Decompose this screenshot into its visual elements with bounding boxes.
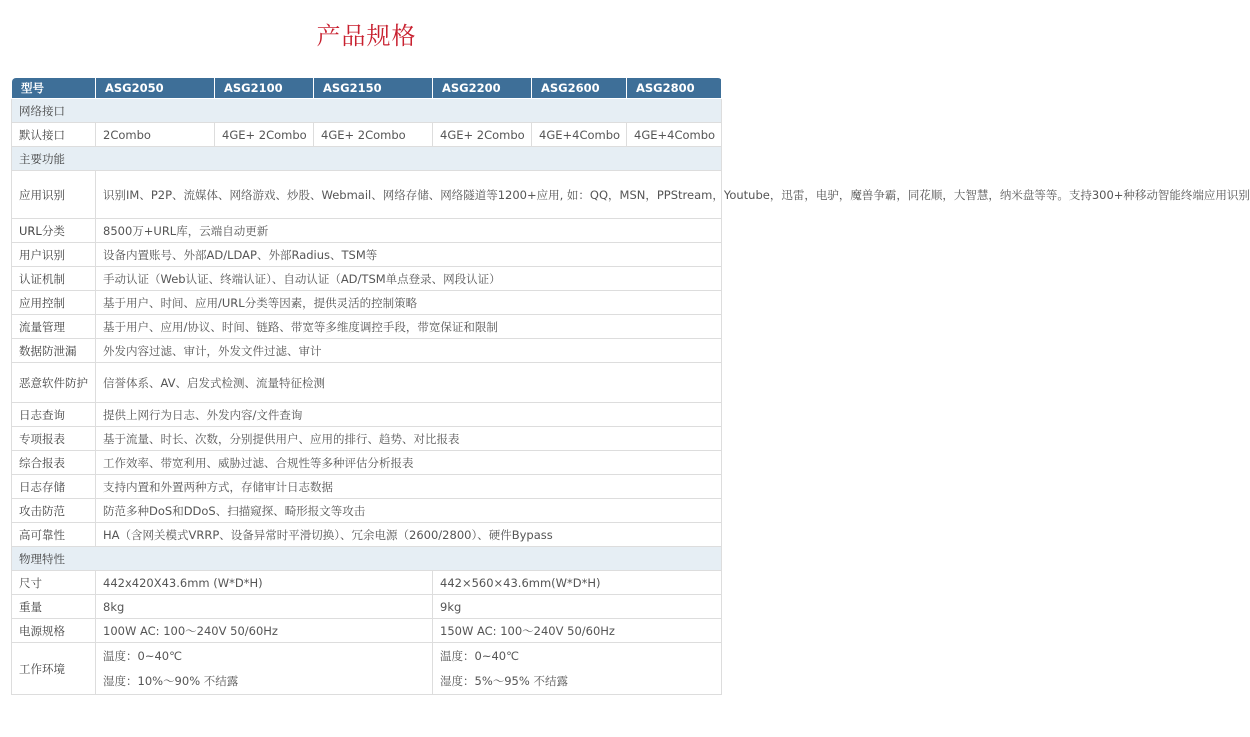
table-row: [12, 499, 722, 523]
section-row: [12, 99, 722, 123]
cell-value-left: 100W AC: 100～240V 50/60Hz: [96, 619, 433, 643]
header-cell-asg2050: ASG2050: [96, 78, 215, 99]
cell-value-left: 442x420X43.6mm (W*D*H): [96, 571, 433, 595]
row-value: 基于流量、时长、次数，分别提供用户、应用的排行、趋势、对比报表: [96, 427, 722, 451]
row-label: 应用识别: [12, 171, 96, 219]
table-row: [12, 363, 722, 403]
spec-table: [11, 77, 1250, 695]
section-row: [12, 147, 722, 171]
row-value: 8500万+URL库，云端自动更新: [96, 219, 722, 243]
table-row: [12, 267, 722, 291]
row-value: 支持内置和外置两种方式，存储审计日志数据: [96, 475, 722, 499]
row-value: 识别IM、P2P、流媒体、网络游戏、炒股、Webmail、网络存储、网络隧道等1200+应用, 如：QQ，MSN，PPStream，Youtube，迅雷，电驴，魔兽争霸，同花顺，大智慧，纳米盘等等。支持300+种移动智能终端应用识别: [96, 171, 722, 219]
row-value: 信誉体系、AV、启发式检测、流量特征检测: [96, 363, 722, 403]
header-row: [12, 78, 722, 99]
row-label: 电源规格: [12, 619, 96, 643]
row-label: 应用控制: [12, 291, 96, 315]
row-label: 尺寸: [12, 571, 96, 595]
row-label: 日志查询: [12, 403, 96, 427]
cell-value: 4GE+4Combo: [627, 123, 722, 147]
row-label: 综合报表: [12, 451, 96, 475]
cell-value-right: 9kg: [433, 595, 722, 619]
header-cell-asg2100: ASG2100: [215, 78, 314, 99]
row-value: 基于用户、时间、应用/URL分类等因素，提供灵活的控制策略: [96, 291, 722, 315]
header-cell-model: 型号: [12, 78, 96, 99]
row-value: 工作效率、带宽利用、威胁过滤、合规性等多种评估分析报表: [96, 451, 722, 475]
table-row: [12, 475, 722, 499]
table-row: [12, 291, 722, 315]
table-row: [12, 595, 722, 619]
row-value: 设备内置账号、外部AD/LDAP、外部Radius、TSM等: [96, 243, 722, 267]
row-label: 数据防泄漏: [12, 339, 96, 363]
page-title: 产品规格: [316, 22, 417, 50]
row-label: 攻击防范: [12, 499, 96, 523]
row-label: 专项报表: [12, 427, 96, 451]
table-row: [12, 403, 722, 427]
row-value: 基于用户、应用/协议、时间、链路、带宽等多维度调控手段，带宽保证和限制: [96, 315, 722, 339]
humidity-text: 湿度：10%～90% 不结露: [103, 673, 239, 688]
row-value: 提供上网行为日志、外发内容/文件查询: [96, 403, 722, 427]
row-label: 工作环境: [12, 643, 96, 695]
table-row: [12, 243, 722, 267]
row-label: URL分类: [12, 219, 96, 243]
table-row: [12, 339, 722, 363]
row-label: 默认接口: [12, 123, 96, 147]
section-features: 主要功能: [12, 147, 722, 171]
cell-value-left: 8kg: [96, 595, 433, 619]
table-row: [12, 315, 722, 339]
cell-value: 4GE+ 2Combo: [215, 123, 314, 147]
cell-value-right: [433, 643, 722, 695]
table-row: [12, 619, 722, 643]
cell-value: 2Combo: [96, 123, 215, 147]
section-physical: 物理特性: [12, 547, 722, 571]
table-row: [12, 219, 722, 243]
table-row: [12, 427, 722, 451]
table-row: [12, 571, 722, 595]
humidity-text: 湿度：5%～95% 不结露: [440, 673, 568, 688]
header-cell-asg2150: ASG2150: [314, 78, 433, 99]
cell-value: 4GE+ 2Combo: [433, 123, 532, 147]
row-label: 认证机制: [12, 267, 96, 291]
row-value: 外发内容过滤、审计，外发文件过滤、审计: [96, 339, 722, 363]
row-value: HA（含网关模式VRRP、设备异常时平滑切换）、冗余电源（2600/2800）、硬件Bypass: [96, 523, 722, 547]
cell-value-left: [96, 643, 433, 695]
header-cell-asg2200: ASG2200: [433, 78, 532, 99]
temperature-text: 温度：0~40℃: [103, 648, 183, 663]
row-label: 重量: [12, 595, 96, 619]
section-network: 网络接口: [12, 99, 722, 123]
table-row: [12, 643, 722, 695]
header-cell-asg2600: ASG2600: [532, 78, 627, 99]
table-row: [12, 523, 722, 547]
section-row: [12, 547, 722, 571]
cell-value-right: 442×560×43.6mm(W*D*H): [433, 571, 722, 595]
table-row: [12, 451, 722, 475]
row-label: 用户识别: [12, 243, 96, 267]
cell-value-right: 150W AC: 100～240V 50/60Hz: [433, 619, 722, 643]
row-value: 防范多种DoS和DDoS、扫描窥探、畸形报文等攻击: [96, 499, 722, 523]
table-row: [12, 123, 722, 147]
temperature-text: 温度：0~40℃: [440, 648, 520, 663]
row-value: 手动认证（Web认证、终端认证）、自动认证（AD/TSM单点登录、网段认证）: [96, 267, 722, 291]
row-label: 日志存储: [12, 475, 96, 499]
row-label: 高可靠性: [12, 523, 96, 547]
row-label: 恶意软件防护: [12, 363, 96, 403]
table-row: [12, 171, 722, 219]
cell-value: 4GE+4Combo: [532, 123, 627, 147]
row-label: 流量管理: [12, 315, 96, 339]
header-cell-asg2800: ASG2800: [627, 78, 722, 99]
cell-value: 4GE+ 2Combo: [314, 123, 433, 147]
